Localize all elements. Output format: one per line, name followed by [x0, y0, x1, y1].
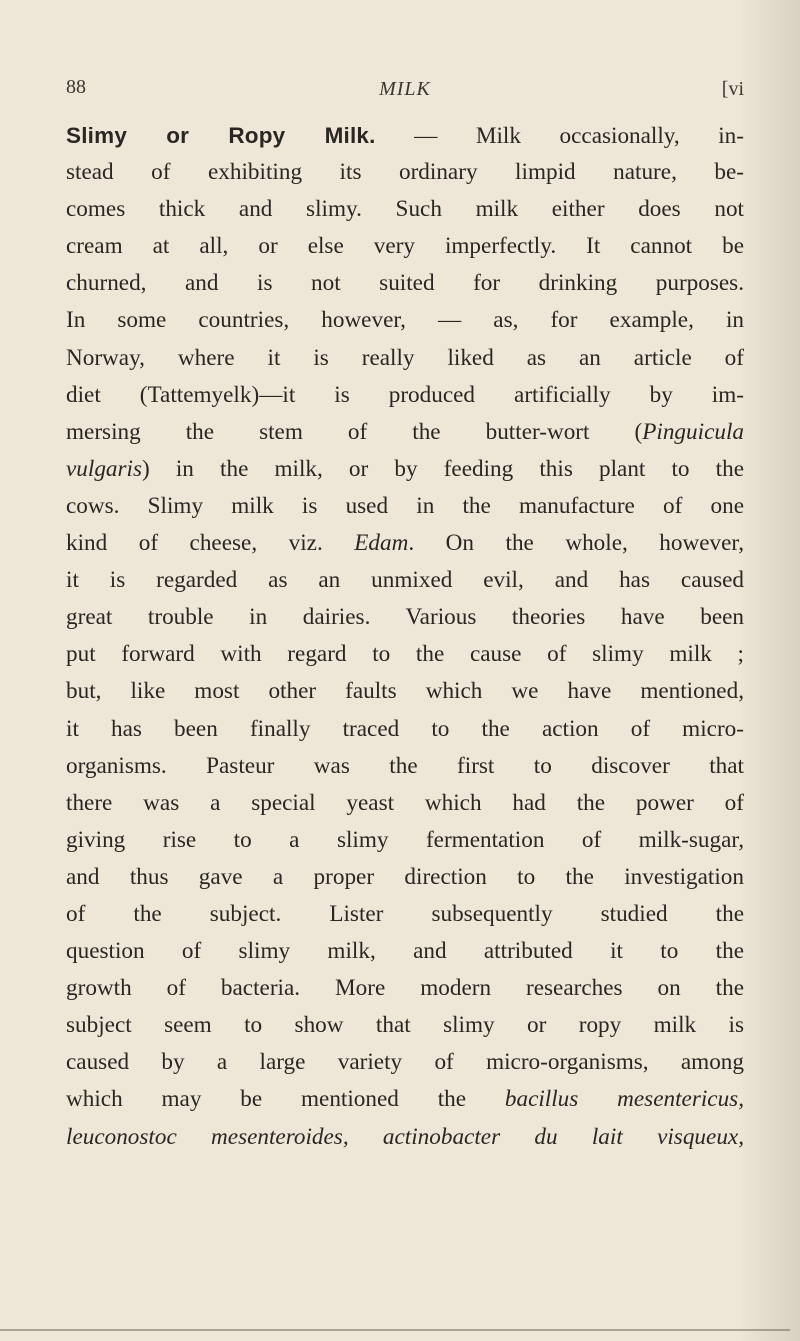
text-line: there was a special yeast which had the power of [66, 789, 744, 816]
chapter-mark: [vi [721, 78, 744, 100]
text-segment: kind of cheese, viz. [66, 530, 355, 557]
text-line: but, like most other faults which we have mentioned, [66, 678, 744, 705]
text-line: put forward with regard to the cause of slimy milk ; [66, 641, 744, 668]
text-segment: mersing the stem of the butter-wort ( [66, 418, 643, 445]
text-segment: ) in the milk, or by feeding this plant to the [142, 455, 744, 482]
text-line: subject seem to show that slimy or ropy milk is [66, 1012, 744, 1039]
cheese-name: Edam [354, 530, 409, 557]
text-line: great trouble in dairies. Various theories have been [66, 604, 744, 631]
text-line [66, 1081, 744, 1118]
running-title: MILK [379, 78, 431, 100]
text-line: growth of bacteria. More modern researches on the [66, 975, 744, 1002]
text-line: In some countries, however, — as, for example, in [66, 307, 744, 334]
text-line: cows. Slimy milk is used in the manufacture of one [66, 492, 744, 519]
text-line: stead of exhibiting its ordinary limpid nature, be- [66, 159, 744, 186]
text-line: and thus gave a proper direction to the investigation [66, 863, 744, 890]
species-name: vulgaris [66, 455, 143, 482]
bottom-edge-rule [0, 1329, 790, 1331]
text-line: it has been finally traced to the action of micro- [66, 715, 744, 742]
text-line: question of slimy milk, and attributed it to the [66, 938, 744, 965]
text-line [66, 525, 744, 562]
text-line: Norway, where it is really liked as an article of [66, 344, 744, 371]
text-line: churned, and is not suited for drinking purposes. [66, 270, 744, 297]
species-name: bacillus mesentericus, [504, 1086, 744, 1113]
text-line: giving rise to a slimy fermentation of milk-sugar, [66, 826, 744, 853]
species-name: Pinguicula [642, 418, 744, 445]
text-segment: which may be mentioned the [66, 1086, 505, 1113]
page-number: 88 [66, 76, 86, 98]
text-line [66, 414, 744, 451]
running-head [66, 72, 744, 112]
text-line: organisms. Pasteur was the first to discover that [66, 752, 744, 779]
species-name: leuconostoc mesenteroides, actinobacter du lait visqueux, [66, 1123, 744, 1150]
text-segment: . On the whole, however, [408, 530, 744, 557]
text-line [66, 451, 744, 488]
text-line: it is regarded as an unmixed evil, and has caused [66, 567, 744, 594]
text-line [66, 117, 744, 154]
section-lead-in: Slimy or Ropy Milk. [66, 123, 376, 148]
text-line [66, 1119, 744, 1156]
body-paragraph [66, 117, 744, 1156]
text-line: of the subject. Lister subsequently studied the [66, 900, 744, 927]
text-line: comes thick and slimy. Such milk either does not [66, 196, 744, 223]
text-line: caused by a large variety of micro-organisms, among [66, 1049, 744, 1076]
text-line: cream at all, or else very imperfectly. It cannot be [66, 233, 744, 260]
text-line: diet (Tattemyelk)—it is produced artificially by im- [66, 381, 744, 408]
text-segment: — Milk occasionally, in- [375, 123, 744, 149]
